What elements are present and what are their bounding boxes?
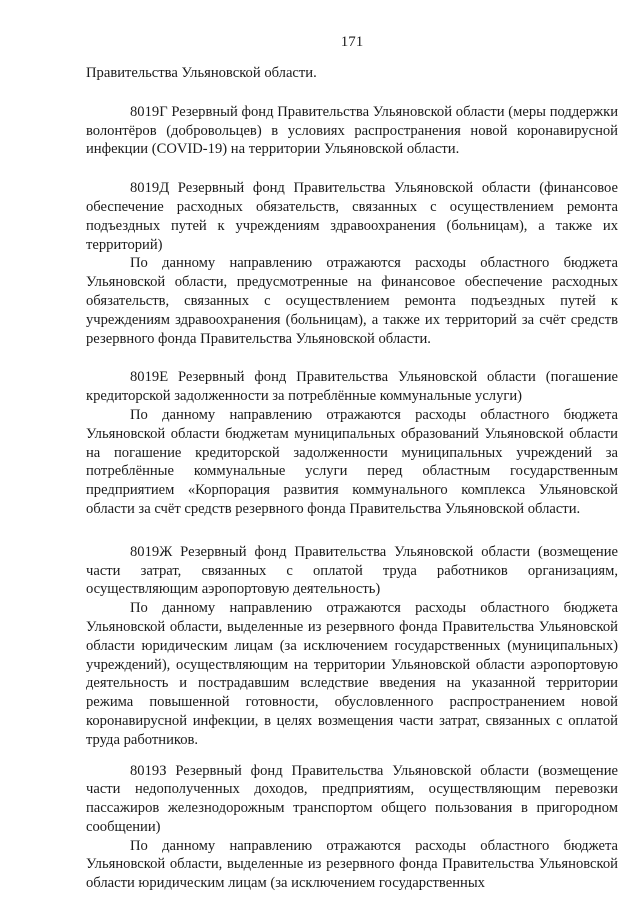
paragraph-8019zh-heading: 8019Ж Резервный фонд Правительства Ульяновской области (возмещение части затрат, связанных с оплатой труда работников организациям, осуществляющим аэропортовую деятельность) [86,543,618,598]
paragraph-8019zh-body: По данному направлению отражаются расходы областного бюджета Ульяновской области, выделенные из резервного фонда Правительства Ульяновской области юридическим лицам (за исключением государственных (муниципальных) учреждений), осуществляющим на территории Ульяновской области аэропортовую деятельность и пострадавшим вследствие введения на указанной территории режима повышенной готовности, обусловленного распространением новой коронавирусной инфекции, в целях возмещения части затрат, связанных с оплатой труда работников. [86,600,618,748]
document-page [86,0,618,905]
document-body [86,64,618,893]
paragraph-continuation: Правительства Ульяновской области. [86,65,317,81]
page-number: 171 [340,34,364,50]
paragraph-8019e-heading: 8019Е Резервный фонд Правительства Ульяновской области (погашение кредиторской задолженности за потреблённые коммунальные услуги) [86,369,618,405]
paragraph-8019e-body: По данному направлению отражаются расходы областного бюджета Ульяновской области бюджетам муниципальных образований Ульяновской области на погашение кредиторской задолженности муниципальных учреждений за потреблённые коммунальные услуги перед областным государственным предприятием «Корпорация развития коммунального комплекса Ульяновской области за счёт средств резервного фонда Правительства Ульяновской области. [86,406,618,517]
paragraph-8019g-heading: 8019Г Резервный фонд Правительства Ульяновской области (меры поддержки волонтёров (добровольцев) в условиях распространения новой коронавирусной инфекции (COVID-19) на территории Ульяновской области. [86,103,618,158]
paragraph-8019z-body: По данному направлению отражаются расходы областного бюджета Ульяновской области, выделенные из резервного фонда Правительства Ульяновской области юридическим лицам (за исключением государственных [86,837,618,892]
paragraph-8019d-heading: 8019Д Резервный фонд Правительства Ульяновской области (финансовое обеспечение расходных обязательств, связанных с осуществлением ремонта подъездных путей к учреждениям здравоохранения (больницам), а также их территорий) [86,180,618,253]
paragraph-8019z-heading: 8019З Резервный фонд Правительства Ульяновской области (возмещение части недополученных доходов, предприятиям, осуществляющим перевозки пассажиров железнодорожным транспортом общего пользования в пригородном сообщении) [86,762,618,835]
paragraph-8019d-body: По данному направлению отражаются расходы областного бюджета Ульяновской области, предусмотренные на финансовое обеспечение расходных обязательств, связанных с осуществлением ремонта подъездных путей к учреждениям здравоохранения (больницам), а также их территорий за счёт средств резервного фонда Правительства Ульяновской области. [86,255,618,347]
